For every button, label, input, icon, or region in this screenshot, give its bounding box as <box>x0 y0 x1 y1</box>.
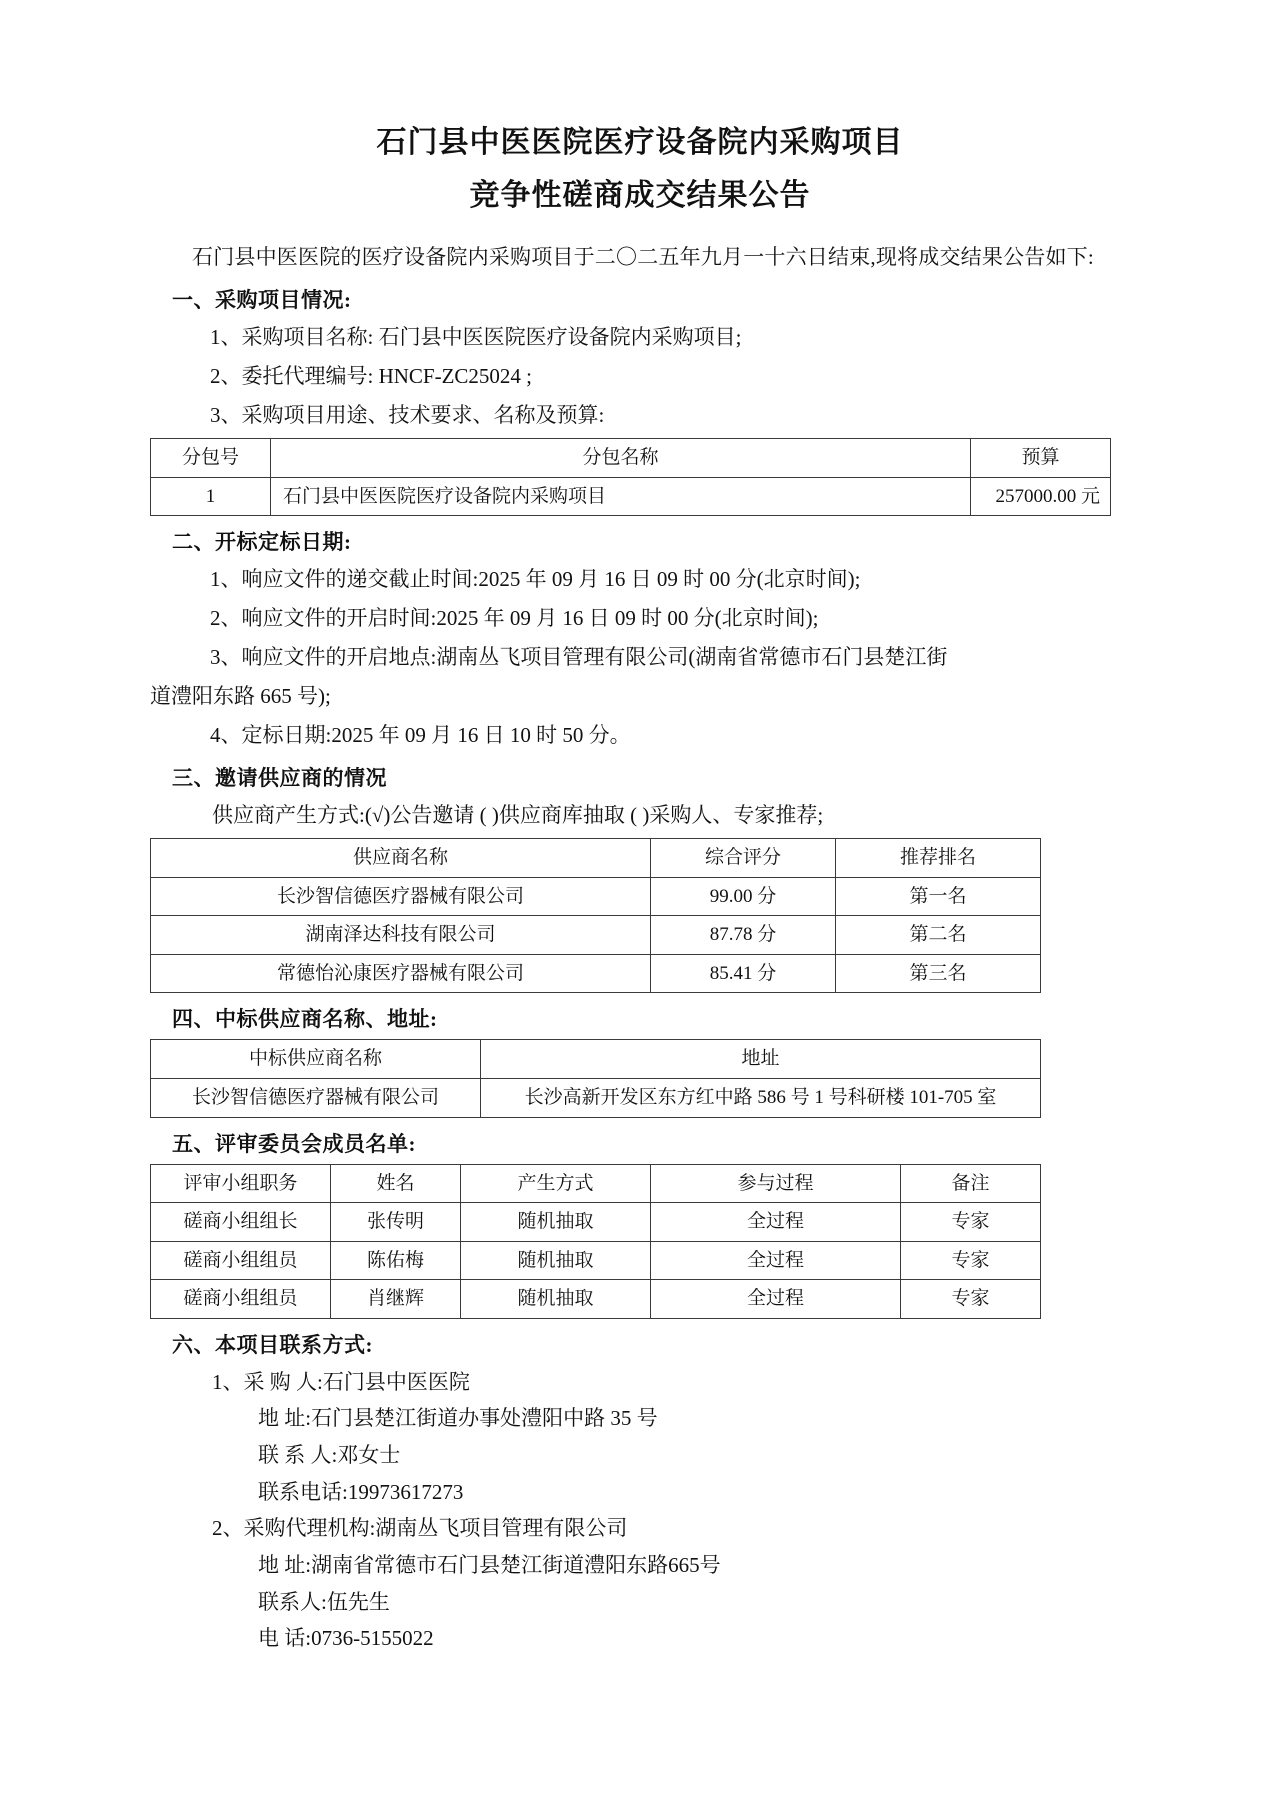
supplier-col-rank: 推荐排名 <box>836 839 1041 878</box>
committee-cell-remark: 专家 <box>901 1203 1041 1242</box>
table-row <box>151 877 1041 916</box>
table-row <box>151 916 1041 955</box>
section-heading-3: 三、邀请供应商的情况 <box>172 766 387 791</box>
committee-cell-name: 陈佑梅 <box>331 1241 461 1280</box>
budget-cell-lot-name: 石门县中医医院医疗设备院内采购项目 <box>271 477 971 516</box>
buyer-name: 1、采 购 人:石门县中医医院 <box>212 1369 470 1394</box>
committee-cell-origin: 随机抽取 <box>461 1203 651 1242</box>
supplier-cell-name: 常德怡沁康医疗器械有限公司 <box>151 954 651 993</box>
committee-cell-role: 磋商小组组员 <box>151 1280 331 1319</box>
budget-table <box>150 438 1111 516</box>
buyer-phone: 联系电话:19973617273 <box>258 1479 464 1504</box>
section2-item-2: 2、响应文件的开启时间:2025 年 09 月 16 日 09 时 00 分(北京时间); <box>210 606 819 631</box>
supplier-col-score: 综合评分 <box>651 839 836 878</box>
page-subtitle: 竞争性磋商成交结果公告 <box>469 179 811 212</box>
winner-cell-name: 长沙智信德医疗器械有限公司 <box>151 1078 481 1117</box>
table-row <box>151 477 1111 516</box>
table-row <box>151 1203 1041 1242</box>
committee-cell-name: 肖继辉 <box>331 1280 461 1319</box>
committee-cell-participation: 全过程 <box>651 1203 901 1242</box>
intro-paragraph: 石门县中医医院的医疗设备院内采购项目于二〇二五年九月一十六日结束,现将成交结果公告如下: <box>192 245 1094 269</box>
section2-item-1: 1、响应文件的递交截止时间:2025 年 09 月 16 日 09 时 00 分(北京时间); <box>210 567 861 592</box>
table-row <box>151 1078 1041 1117</box>
winner-col-address: 地址 <box>481 1040 1041 1079</box>
committee-cell-participation: 全过程 <box>651 1241 901 1280</box>
table-row <box>151 954 1041 993</box>
supplier-cell-name: 长沙智信德医疗器械有限公司 <box>151 877 651 916</box>
supplier-cell-score: 85.41 分 <box>651 954 836 993</box>
section1-item-2: 2、委托代理编号: HNCF-ZC25024 ; <box>210 364 533 389</box>
agency-name: 2、采购代理机构:湖南丛飞项目管理有限公司 <box>212 1516 628 1541</box>
committee-cell-remark: 专家 <box>901 1241 1041 1280</box>
agency-phone: 电 话:0736-5155022 <box>258 1626 434 1651</box>
table-header-row <box>151 1040 1041 1079</box>
supplier-cell-score: 87.78 分 <box>651 916 836 955</box>
section-heading-4: 四、中标供应商名称、地址: <box>172 1007 438 1032</box>
table-row <box>151 1241 1041 1280</box>
committee-table <box>150 1164 1041 1319</box>
winner-col-name: 中标供应商名称 <box>151 1040 481 1079</box>
agency-address: 地 址:湖南省常德市石门县楚江街道澧阳东路665号 <box>258 1552 721 1577</box>
document-title-block <box>150 120 1130 218</box>
section1-item-3: 3、采购项目用途、技术要求、名称及预算: <box>210 403 605 428</box>
page-title: 石门县中医医院医疗设备院内采购项目 <box>376 126 904 159</box>
section2-item-3: 3、响应文件的开启地点:湖南丛飞项目管理有限公司(湖南省常德市石门县楚江街 <box>210 645 948 670</box>
committee-cell-remark: 专家 <box>901 1280 1041 1319</box>
table-header-row <box>151 439 1111 478</box>
budget-col-lot-no: 分包号 <box>151 439 271 478</box>
committee-cell-origin: 随机抽取 <box>461 1241 651 1280</box>
buyer-contact-person: 联 系 人:邓女士 <box>258 1443 401 1467</box>
buyer-address: 地 址:石门县楚江街道办事处澧阳中路 35 号 <box>258 1406 658 1431</box>
section2-item-4: 4、定标日期:2025 年 09 月 16 日 10 时 50 分。 <box>210 723 631 748</box>
committee-col-origin: 产生方式 <box>461 1164 651 1203</box>
committee-col-remark: 备注 <box>901 1164 1041 1203</box>
table-header-row <box>151 839 1041 878</box>
committee-cell-role: 磋商小组组员 <box>151 1241 331 1280</box>
section-heading-1: 一、采购项目情况: <box>172 288 352 313</box>
committee-col-participation: 参与过程 <box>651 1164 901 1203</box>
committee-cell-origin: 随机抽取 <box>461 1280 651 1319</box>
table-row <box>151 1280 1041 1319</box>
supplier-origin-note: 供应商产生方式:(√)公告邀请 ( )供应商库抽取 ( )采购人、专家推荐; <box>212 803 824 828</box>
supplier-cell-rank: 第一名 <box>836 877 1041 916</box>
supplier-cell-score: 99.00 分 <box>651 877 836 916</box>
committee-col-name: 姓名 <box>331 1164 461 1203</box>
budget-col-budget: 预算 <box>971 439 1111 478</box>
supplier-cell-rank: 第二名 <box>836 916 1041 955</box>
supplier-cell-rank: 第三名 <box>836 954 1041 993</box>
committee-cell-name: 张传明 <box>331 1203 461 1242</box>
supplier-col-name: 供应商名称 <box>151 839 651 878</box>
committee-cell-role: 磋商小组组长 <box>151 1203 331 1242</box>
committee-col-role: 评审小组职务 <box>151 1164 331 1203</box>
committee-cell-participation: 全过程 <box>651 1280 901 1319</box>
budget-col-lot-name: 分包名称 <box>271 439 971 478</box>
section-heading-2: 二、开标定标日期: <box>172 530 352 555</box>
table-header-row <box>151 1164 1041 1203</box>
supplier-cell-name: 湖南泽达科技有限公司 <box>151 916 651 955</box>
budget-cell-lot-no: 1 <box>151 477 271 516</box>
winner-cell-address: 长沙高新开发区东方红中路 586 号 1 号科研楼 101-705 室 <box>481 1078 1041 1117</box>
section-heading-5: 五、评审委员会成员名单: <box>172 1131 416 1156</box>
winner-table <box>150 1039 1041 1117</box>
section-heading-6: 六、本项目联系方式: <box>172 1332 373 1357</box>
section1-item-1: 1、采购项目名称: 石门县中医医院医疗设备院内采购项目; <box>210 325 742 350</box>
budget-cell-budget: 257000.00 元 <box>971 477 1111 516</box>
section2-item-3-cont: 道澧阳东路 665 号); <box>150 684 331 709</box>
agency-contact-person: 联系人:伍先生 <box>258 1589 390 1614</box>
suppliers-table <box>150 838 1041 993</box>
